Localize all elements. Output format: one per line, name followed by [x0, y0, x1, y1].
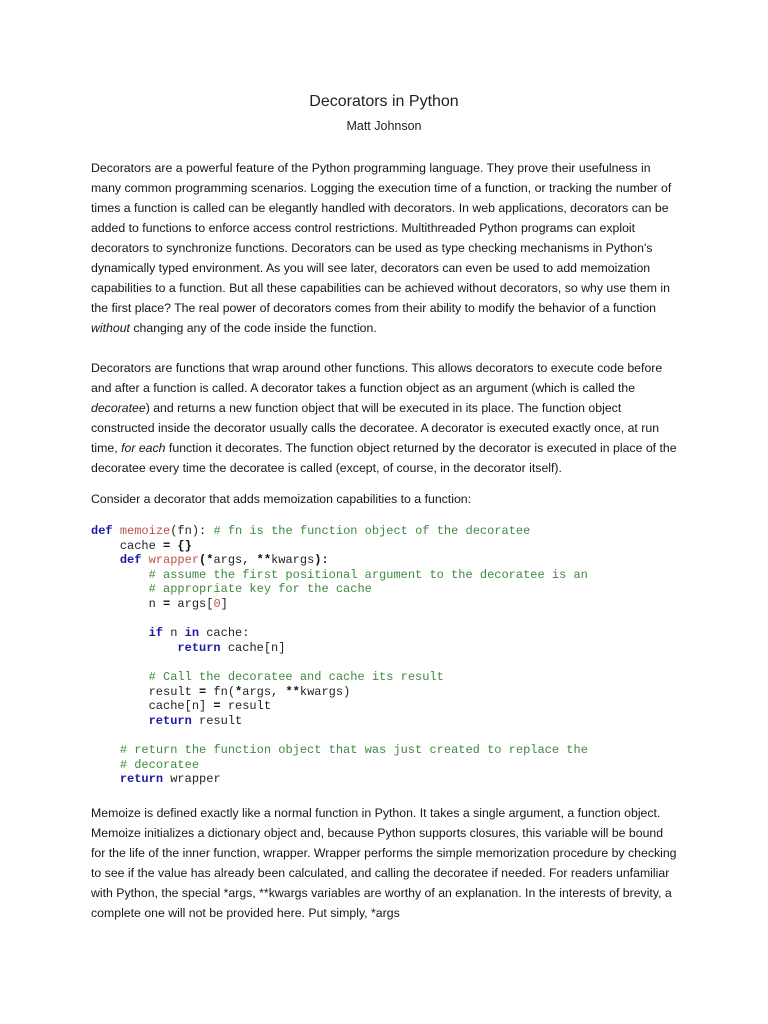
document-title: Decorators in Python	[309, 93, 459, 110]
code-line: # decoratee	[119, 757, 200, 772]
code-line: # Call the decoratee and cache its result	[148, 669, 444, 684]
paragraph-intro	[91, 158, 677, 338]
code-line: # appropriate key for the cache	[148, 582, 372, 597]
code-line: return cache[n]	[177, 640, 286, 655]
code-line: # return the function object that was just created to replace the	[119, 742, 588, 757]
document-author: Matt Johnson	[346, 119, 422, 133]
paragraph-explanation: Memoize is defined exactly like a normal function in Python. It takes a single argument, a function object. Memoize initializes a dictionary object and, because Python supports closures, this variable will be bound for the life of the inner function, wrapper. Wrapper performs the simple memorization procedure by checking to see if the value has already been calculated, and calling the decoratee if needed. For readers unfamiliar with Python, the special *args, **kwargs variables are worthy of an explanation. In the interests of brevity, a complete one will not be provided here. Put simply, *args	[91, 806, 677, 920]
code-line-blank	[91, 655, 691, 670]
code-line: result = fn(*args, **kwargs)	[148, 684, 351, 699]
code-line: def memoize(fn): # fn is the function object of the decoratee	[91, 524, 531, 538]
code-line: n = args[0]	[148, 596, 228, 611]
code-line: def wrapper(*args, **kwargs):	[119, 553, 329, 568]
code-line: return result	[148, 713, 243, 728]
code-line: return wrapper	[119, 772, 221, 787]
paragraph-definition-part-a: Decorators are functions that wrap around other functions. This allows decorators to execute code before and after a function is called. A decorator takes a function object as an argument (which is called the	[91, 361, 663, 395]
code-line: cache = {}	[119, 538, 192, 553]
code-line: cache[n] = result	[148, 699, 272, 714]
paragraph-definition	[91, 358, 677, 478]
emphasis-for-each: for each	[121, 441, 166, 455]
paragraph-consider: Consider a decorator that adds memoization capabilities to a function:	[91, 492, 472, 506]
code-line: if n in cache:	[148, 626, 250, 641]
paragraph-definition-part-c: function it decorates. The function object returned by the decorator is executed in place of the decoratee every time the decoratee is called (except, of course, in the decorator itself).	[91, 441, 677, 475]
code-line: # assume the first positional argument to the decoratee is an	[148, 567, 588, 582]
paragraph-definition-part-b: ) and returns a new function object that will be executed in its place. The function object constructed inside the decorator usually calls the decoratee. A decorator is executed exactly once, at run time,	[91, 401, 660, 455]
code-block-memoize	[91, 524, 691, 787]
emphasis-decoratee: decoratee	[91, 401, 146, 415]
paragraph-intro-text: Decorators are a powerful feature of the Python programming language. They prove their usefulness in many common programming scenarios. Logging the execution time of a function, or tracking the number of times a function is called can be elegantly handled with decorators. In web applications, decorators can be added to functions to enforce access control restrictions. Multithreaded Python programs can exploit decorators to synchronize functions. Decorators can be used as type checking mechanisms in Python's dynamically typed environment. As you will see later, decorators can even be used to add memoization capabilities to a function. But all these capabilities can be achieved without decorators, so why use them in the first place? The real power of decorators comes from their ability to modify the behavior of a function	[91, 161, 672, 315]
code-line-blank	[91, 612, 691, 627]
emphasis-without: without	[91, 321, 130, 335]
code-line-blank	[91, 728, 691, 743]
paragraph-intro-tail: changing any of the code inside the function.	[129, 321, 377, 335]
